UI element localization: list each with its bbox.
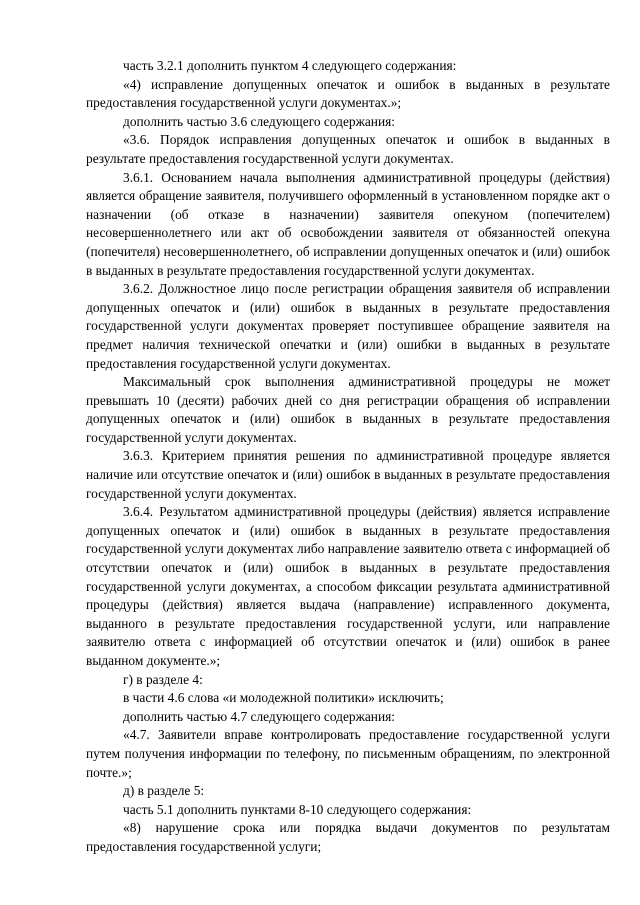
paragraph: дополнить частью 4.7 следующего содержания: [123,708,396,724]
paragraph: «3.6. Порядок исправления допущенных опечаток и ошибок в выданных в результате предоставления государственной услуги документах. [86,132,610,166]
paragraph: 3.6.4. Результатом административной процедуры (действия) является исправление допущенных опечаток и (или) ошибок в выданных в результате предоставления государственной услуги документах либо направление заявителю ответа с информацией об отсутствии опечаток и (или) ошибок в выданных в результате предоставления государственной услуги документах, а способом фиксации результата административной процедуры (действия) является выдача (направление) исправленного документа, выданного в результате предоставления государственной услуги, или направление заявителю ответа с информацией об отсутствии опечаток и (или) ошибок в ранее выданном документе.»; [86,504,610,668]
paragraph: Максимальный срок выполнения административной процедуры не может превышать 10 (десяти) рабочих дней со дня регистрации обращения об исправлении допущенных опечаток и (или) ошибок в выданных в результате предоставления государственной услуги документах. [86,374,610,445]
paragraph: часть 3.2.1 дополнить пунктом 4 следующего содержания: [123,58,457,73]
paragraph: в части 4.6 слова «и молодежной политики» исключить; [123,690,444,706]
paragraph: часть 5.1 дополнить пунктами 8-10 следующего содержания: [123,801,472,817]
paragraph: дополнить частью 3.6 следующего содержания: [123,113,396,129]
paragraph: 3.6.3. Критерием принятия решения по административной процедуре является наличие или отсутствие опечаток и (или) ошибок в выданных в результате предоставления государственной услуги документах. [86,448,610,501]
paragraph: 3.6.1. Основанием начала выполнения административной процедуры (действия) является обращение заявителя, получившего оформленный в установленном порядке акт о назначении (об отказе в назначении) заявителя опекуном (попечителем) несовершеннолетнего или акт об освобождении заявителя от обязанностей опекуна (попечителя) несовершеннолетнего, об исправлении допущенных опечаток и (или) ошибок в выданных в результате предоставления государственной услуги документах. [86,169,610,278]
paragraph: «8) нарушение срока или порядка выдачи документов по результатам предоставления государственной услуги; [86,820,610,854]
paragraph: «4.7. Заявители вправе контролировать предоставление государственной услуги путем получения информации по телефону, по письменным обращениям, по электронной почте.»; [86,727,610,780]
paragraph: 3.6.2. Должностное лицо после регистрации обращения заявителя об исправлении допущенных опечаток и (или) ошибок в выданных в результате предоставления государственной услуги документах проверяет поступившее обращение заявителя на предмет наличия технической опечатки и (или) ошибки в выданных в результате предоставления государственной услуги документах. [86,281,610,371]
paragraph: «4) исправление допущенных опечаток и ошибок в выданных в результате предоставления государственной услуги документах.»; [86,76,610,111]
paragraph: д) в разделе 5: [123,783,205,799]
paragraph: г) в разделе 4: [123,671,203,687]
document-page [86,57,610,857]
